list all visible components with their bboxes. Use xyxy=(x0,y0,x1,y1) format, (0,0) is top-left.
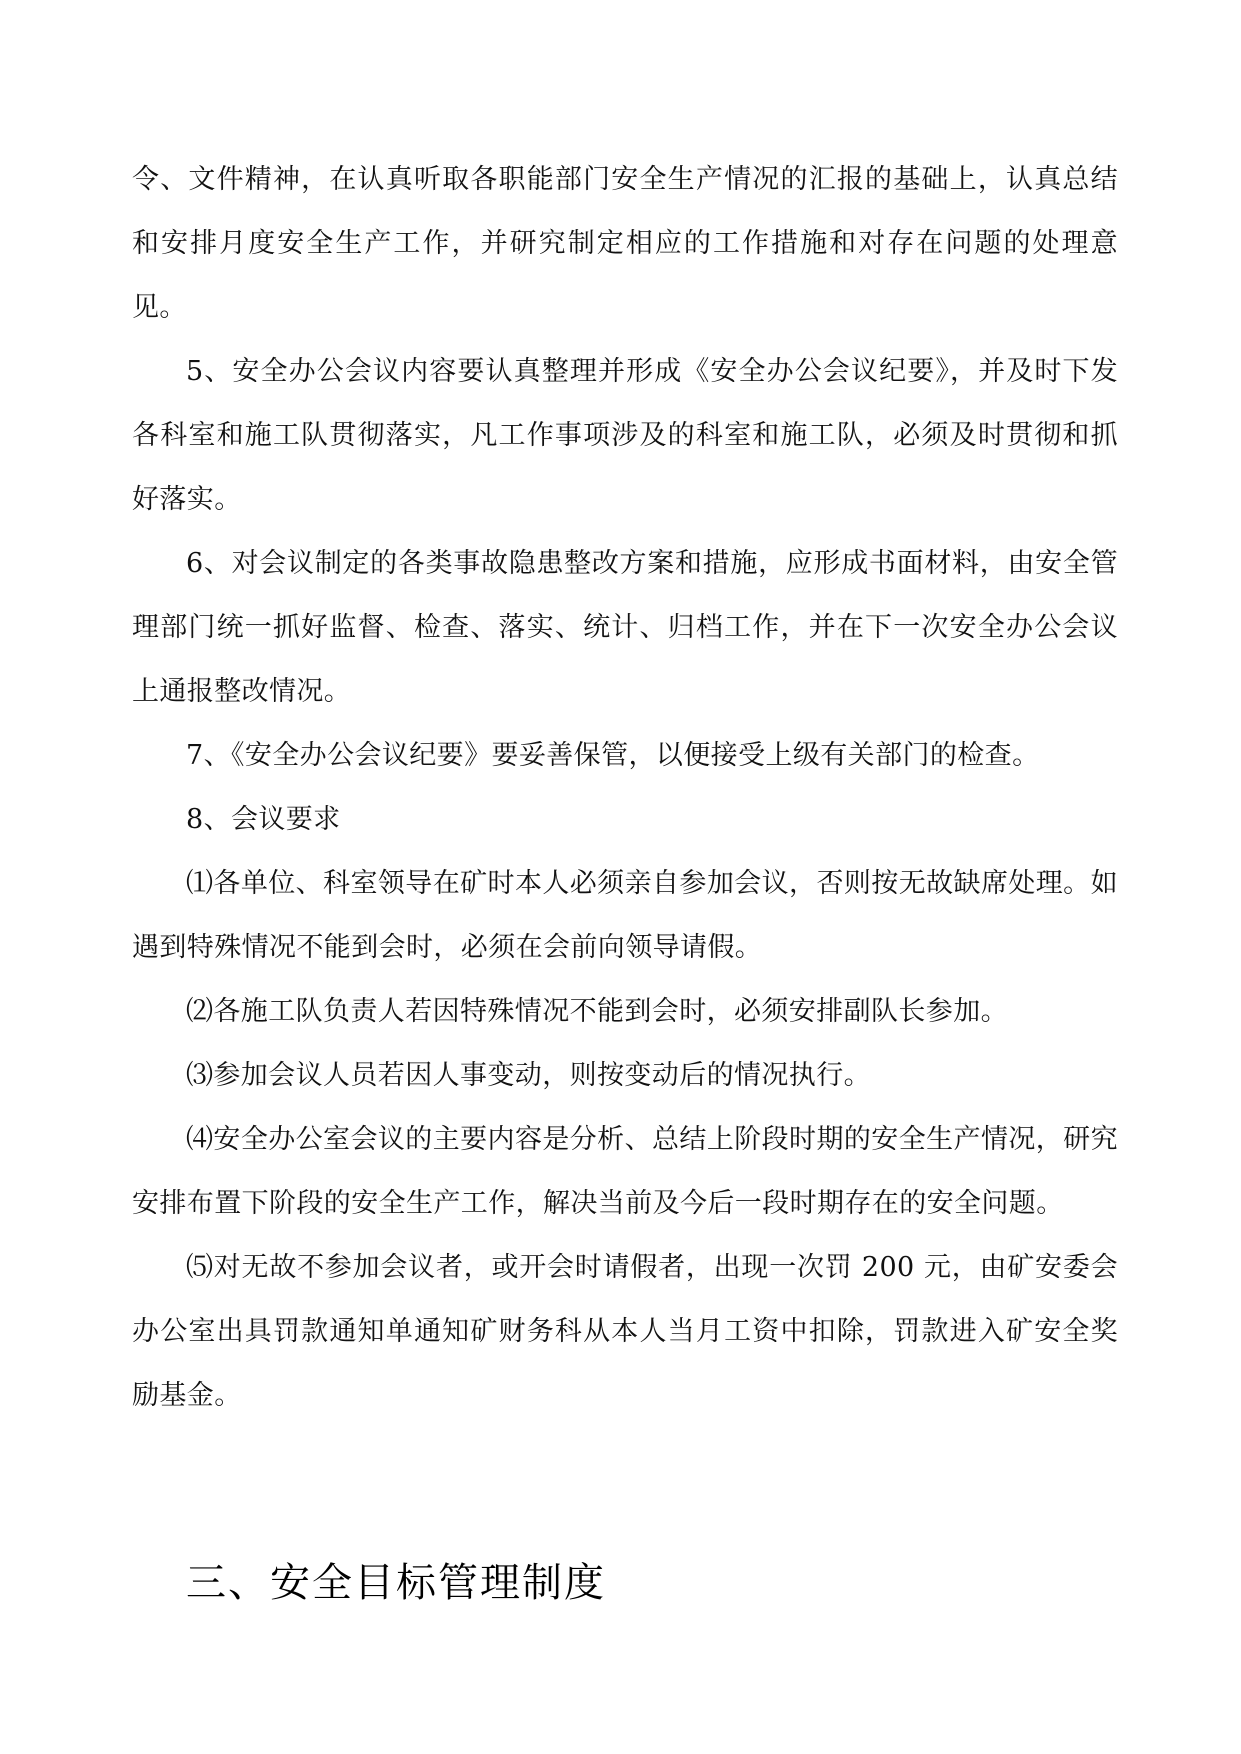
requirement-1: ⑴各单位、科室领导在矿时本人必须亲自参加会议，否则按无故缺席处理。如遇到特殊情况不能到会时，必须在会前向领导请假。 xyxy=(132,868,1118,963)
paragraph-item-5: 5、安全办公会议内容要认真整理并形成《安全办公会议纪要》，并及时下发各科室和施工队贯彻落实，凡工作事项涉及的科室和施工队，必须及时贯彻和抓好落实。 xyxy=(132,356,1118,515)
requirement-3: ⑶参加会议人员若因人事变动，则按变动后的情况执行。 xyxy=(186,1060,871,1091)
paragraph-item-8: 8、会议要求 xyxy=(186,804,341,835)
requirement-5: ⑸对无故不参加会议者，或开会时请假者，出现一次罚 200 元，由矿安委会办公室出具罚款通知单通知矿财务科从本人当月工资中扣除，罚款进入矿安全奖励基金。 xyxy=(132,1252,1118,1411)
paragraph-item-6: 6、对会议制定的各类事故隐患整改方案和措施，应形成书面材料，由安全管理部门统一抓好监督、检查、落实、统计、归档工作，并在下一次安全办公会议上通报整改情况。 xyxy=(132,548,1118,707)
document-body xyxy=(132,148,1118,1428)
section-heading: 三、安全目标管理制度 xyxy=(186,1560,606,1606)
requirement-2: ⑵各施工队负责人若因特殊情况不能到会时，必须安排副队长参加。 xyxy=(186,996,1008,1027)
paragraph-item-7: 7、《安全办公会议纪要》要妥善保管，以便接受上级有关部门的检查。 xyxy=(186,740,1040,771)
paragraph-continuation: 令、文件精神，在认真听取各职能部门安全生产情况的汇报的基础上，认真总结和安排月度安全生产工作，并研究制定相应的工作措施和对存在问题的处理意见。 xyxy=(132,164,1118,323)
requirement-4: ⑷安全办公室会议的主要内容是分析、总结上阶段时期的安全生产情况，研究安排布置下阶段的安全生产工作，解决当前及今后一段时期存在的安全问题。 xyxy=(132,1124,1118,1219)
